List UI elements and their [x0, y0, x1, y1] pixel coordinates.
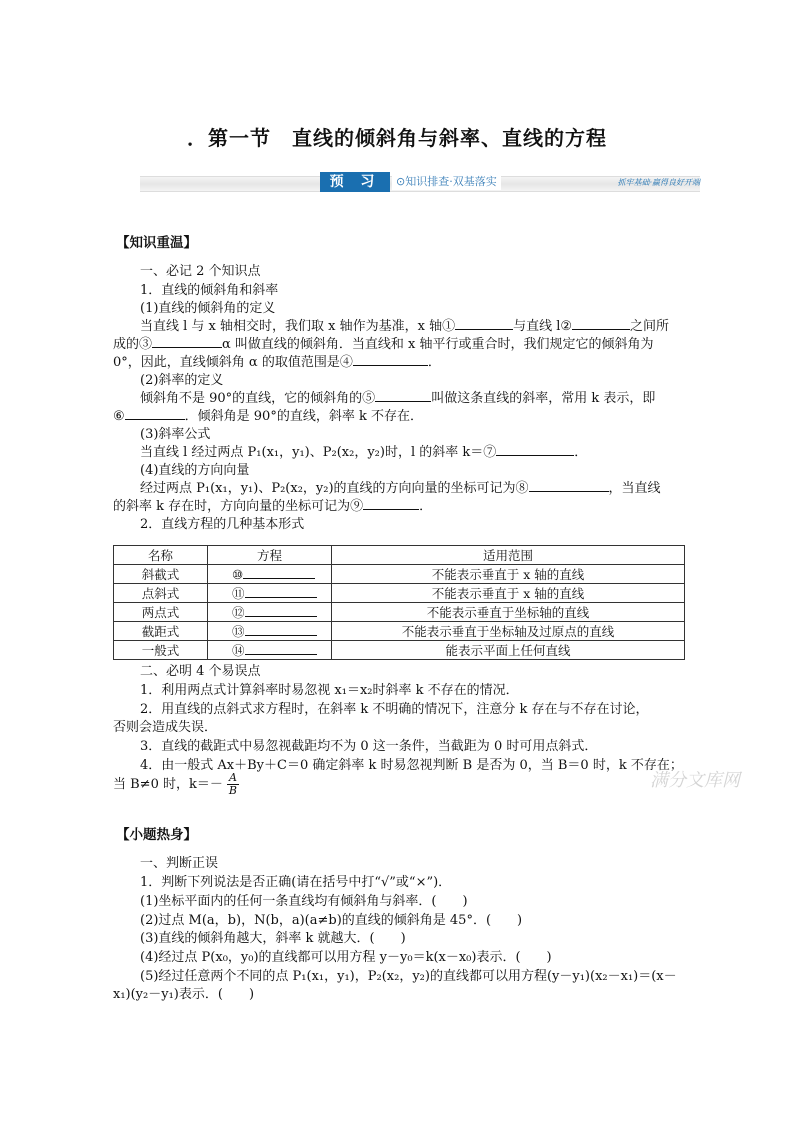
question-item: (1)坐标平面内的任何一条直线均有倾斜角与斜率．( ) — [140, 894, 468, 909]
line-equation-forms-table — [113, 545, 685, 660]
text: ．倾斜角是 90°的直线，斜率 k 不存在． — [184, 409, 423, 424]
scope-cell: 能表示平面上任何直线 — [332, 641, 685, 660]
section-header-warmup: 【小题热身】 — [116, 827, 197, 843]
scope-cell: 不能表示垂直于坐标轴及过原点的直线 — [332, 622, 685, 641]
answer-blank — [529, 479, 609, 492]
text: 当 B≠0 时，k＝－ — [113, 777, 223, 792]
text: 之间所 — [630, 319, 670, 334]
question-item: 1．判断下列说法是否正确(请在括号中打“√”或“×”)． — [140, 875, 452, 890]
scope-cell: 不能表示垂直于 x 轴的直线 — [332, 565, 685, 584]
form-name: 点斜式 — [114, 584, 208, 603]
section-banner — [140, 172, 700, 194]
fraction-numerator: A — [229, 771, 237, 784]
text: 的斜率 k 存在时，方向向量的坐标可记为⑨ — [113, 499, 364, 514]
section-header-review: 【知识重温】 — [116, 235, 197, 251]
subheading: (3)斜率公式 — [140, 427, 211, 442]
mistake-item: 1．利用两点式计算斜率时易忽视 x₁＝x₂时斜率 k 不存在的情况． — [140, 683, 519, 698]
text: 与直线 l② — [513, 319, 573, 334]
table-row — [114, 584, 685, 603]
text: 叫做这条直线的斜率，常用 k 表示，即 — [431, 391, 656, 406]
page-title: ．第一节 直线的倾斜角与斜率、直线的方程 — [187, 126, 607, 150]
subheading: (1)直线的倾斜角的定义 — [140, 301, 276, 316]
equation-cell — [208, 622, 332, 641]
answer-blank — [375, 389, 431, 402]
text: ． — [419, 499, 433, 514]
answer-blank — [245, 642, 317, 655]
blank-number: ⑬ — [232, 624, 245, 639]
question-item: (3)直线的倾斜角越大，斜率 k 就越大．( ) — [140, 931, 406, 946]
scope-cell: 不能表示垂直于 x 轴的直线 — [332, 584, 685, 603]
subheading: 二、必明 4 个易误点 — [140, 664, 261, 679]
answer-blank — [245, 585, 317, 598]
text: ． — [427, 355, 441, 370]
table-row — [114, 603, 685, 622]
equation-cell — [208, 584, 332, 603]
answer-blank — [363, 497, 419, 510]
banner-badge: 预 习 — [320, 172, 390, 192]
subheading: (4)直线的方向向量 — [140, 463, 250, 478]
table-row — [114, 565, 685, 584]
answer-blank — [152, 335, 222, 348]
answer-blank — [125, 407, 185, 420]
text: 经过两点 P₁(x₁，y₁)、P₂(x₂，y₂)的直线的方向向量的坐标可记为⑧ — [140, 481, 529, 496]
scope-cell: 不能表示垂直于坐标轴的直线 — [332, 603, 685, 622]
watermark: 满分文库网 — [650, 770, 740, 791]
answer-blank — [455, 317, 513, 330]
text: 0°，因此，直线倾斜角 α 的取值范围是④ — [113, 355, 353, 370]
answer-blank — [243, 566, 315, 579]
form-name: 一般式 — [114, 641, 208, 660]
table-row — [114, 622, 685, 641]
answer-blank — [245, 604, 317, 617]
subheading: 1．直线的倾斜角和斜率 — [140, 283, 279, 298]
text: ⑥ — [113, 409, 125, 424]
paragraph-line — [113, 333, 683, 352]
equation-cell — [208, 641, 332, 660]
question-item: (2)过点 M(a，b)，N(b，a)(a≠b)的直线的倾斜角是 45°．( ) — [140, 913, 523, 928]
text: 当直线 l 经过两点 P₁(x₁，y₁)、P₂(x₂，y₂)时，l 的斜率 k＝⑦ — [140, 445, 497, 460]
subheading: 一、必记 2 个知识点 — [140, 264, 261, 279]
mistake-item: 否则会造成失误． — [113, 720, 218, 735]
equation-cell — [208, 565, 332, 584]
subheading: (2)斜率的定义 — [140, 373, 224, 388]
paragraph-line — [113, 405, 683, 424]
question-item: (5)经过任意两个不同的点 P₁(x₁，y₁)，P₂(x₂，y₂)的直线都可以用方程(y－y₁)(x₂－x₁)＝(x－ — [140, 969, 677, 984]
paragraph-line — [113, 495, 683, 514]
answer-blank — [353, 353, 428, 366]
banner-subtitle: ⊙知识排查·双基落实 — [392, 174, 501, 190]
mistake-item: 2．用直线的点斜式求方程时，在斜率 k 不明确的情况下，注意分 k 存在与不存在讨论， — [140, 702, 649, 717]
fraction-denominator: B — [228, 784, 238, 797]
equation-cell — [208, 603, 332, 622]
paragraph-line — [113, 351, 683, 370]
text: 成的③ — [113, 337, 153, 352]
mistake-item — [113, 772, 683, 797]
text: ． — [574, 445, 588, 460]
blank-number: ⑩ — [232, 567, 244, 582]
text: ，当直线 — [608, 481, 661, 496]
paragraph-line — [140, 441, 710, 460]
blank-number: ⑫ — [232, 605, 245, 620]
paragraph-line — [140, 315, 710, 334]
subheading: 一、判断正误 — [140, 856, 219, 871]
answer-blank — [245, 623, 317, 636]
text: 当直线 l 与 x 轴相交时，我们取 x 轴作为基准，x 轴① — [140, 319, 456, 334]
paragraph-line — [140, 477, 710, 496]
text: α 叫做直线的倾斜角．当直线和 x 轴平行或重合时，我们规定它的倾斜角为 — [222, 337, 654, 352]
fraction — [227, 772, 239, 797]
answer-blank — [496, 443, 574, 456]
answer-blank — [572, 317, 630, 330]
form-name: 两点式 — [114, 603, 208, 622]
table-header-row — [114, 546, 685, 565]
column-header: 适用范围 — [332, 546, 685, 565]
banner-slogan: 抓牢基础·赢得良好开端 — [617, 178, 700, 187]
table-row — [114, 641, 685, 660]
subheading: 2．直线方程的几种基本形式 — [140, 517, 305, 532]
mistake-item: 4．由一般式 Ax＋By＋C＝0 确定斜率 k 时易忽视判断 B 是否为 0，当 B＝0 时，k 不存在； — [140, 758, 683, 773]
paragraph-line — [140, 387, 710, 406]
column-header: 方程 — [208, 546, 332, 565]
blank-number: ⑪ — [232, 586, 245, 601]
question-item: x₁)(y₂－y₁)表示．( ) — [113, 987, 255, 1002]
column-header: 名称 — [114, 546, 208, 565]
blank-number: ⑭ — [232, 643, 245, 658]
form-name: 斜截式 — [114, 565, 208, 584]
question-item: (4)经过点 P(x₀，y₀)的直线都可以用方程 y－y₀＝k(x－x₀)表示．( ) — [140, 950, 552, 965]
text: 倾斜角不是 90°的直线，它的倾斜角的⑤ — [140, 391, 376, 406]
form-name: 截距式 — [114, 622, 208, 641]
mistake-item: 3．直线的截距式中易忽视截距均不为 0 这一条件，当截距为 0 时可用点斜式． — [140, 739, 598, 754]
